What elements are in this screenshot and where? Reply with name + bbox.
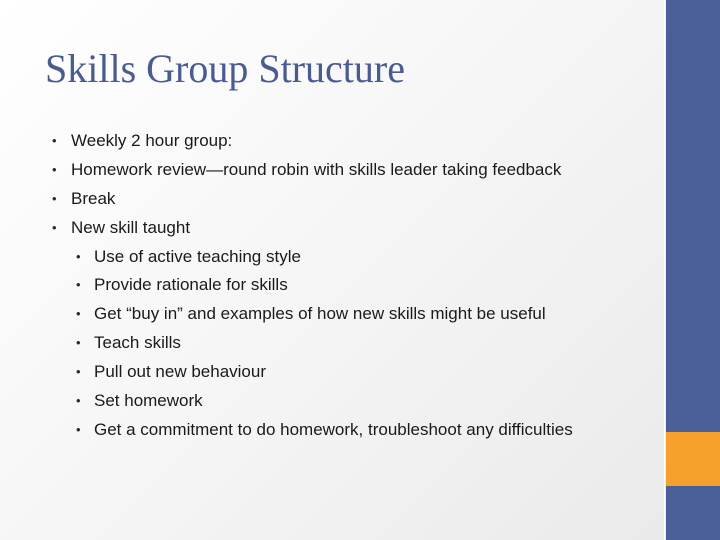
sub-bullet-item [48,329,648,358]
sub-bullet-item [48,300,648,329]
sub-bullet-text: Set homework [94,391,203,411]
sub-bullet-text: Provide rationale for skills [94,275,288,295]
sub-bullet-item [48,271,648,300]
sub-bullet-item [48,358,648,387]
sub-bullet-text: Get a commitment to do homework, troubleshoot any difficulties [94,419,573,439]
sub-bullet-item [48,243,648,272]
bullet-dot-icon: • [52,133,57,148]
sub-bullet-text: Teach skills [94,333,181,353]
bullet-dot-icon: • [76,335,81,351]
bullet-dot-icon: • [76,277,81,293]
bullet-dot-icon: • [52,219,57,235]
bullet-dot-icon: • [52,190,57,206]
bullet-dot-icon: • [76,248,81,264]
side-divider [664,0,665,540]
sub-bullet-item [48,387,648,416]
bullet-dot-icon: • [76,393,81,409]
bullet-list [48,127,648,445]
bullet-text: New skill taught [71,217,191,237]
bullet-item [48,156,648,185]
bullet-dot-icon: • [52,161,57,177]
bullet-dot-icon: • [76,421,81,437]
sub-bullet-item [48,416,648,445]
bullet-item [48,127,648,156]
sub-bullet-text: Use of active teaching style [94,246,301,266]
slide-title: Skills Group Structure [45,46,405,91]
bullet-text: Break [71,188,116,208]
bullet-text: Weekly 2 hour group: [71,131,233,150]
bullet-item [48,185,648,214]
bullet-text: Homework review—round robin with skills leader taking feedback [71,159,562,179]
sub-bullet-text: Get “buy in” and examples of how new skills might be useful [94,304,546,324]
bullet-dot-icon: • [76,306,81,322]
bullet-item [48,214,648,243]
bullet-dot-icon: • [76,364,81,380]
sub-bullet-text: Pull out new behaviour [94,362,267,382]
side-accent-block [666,432,720,486]
